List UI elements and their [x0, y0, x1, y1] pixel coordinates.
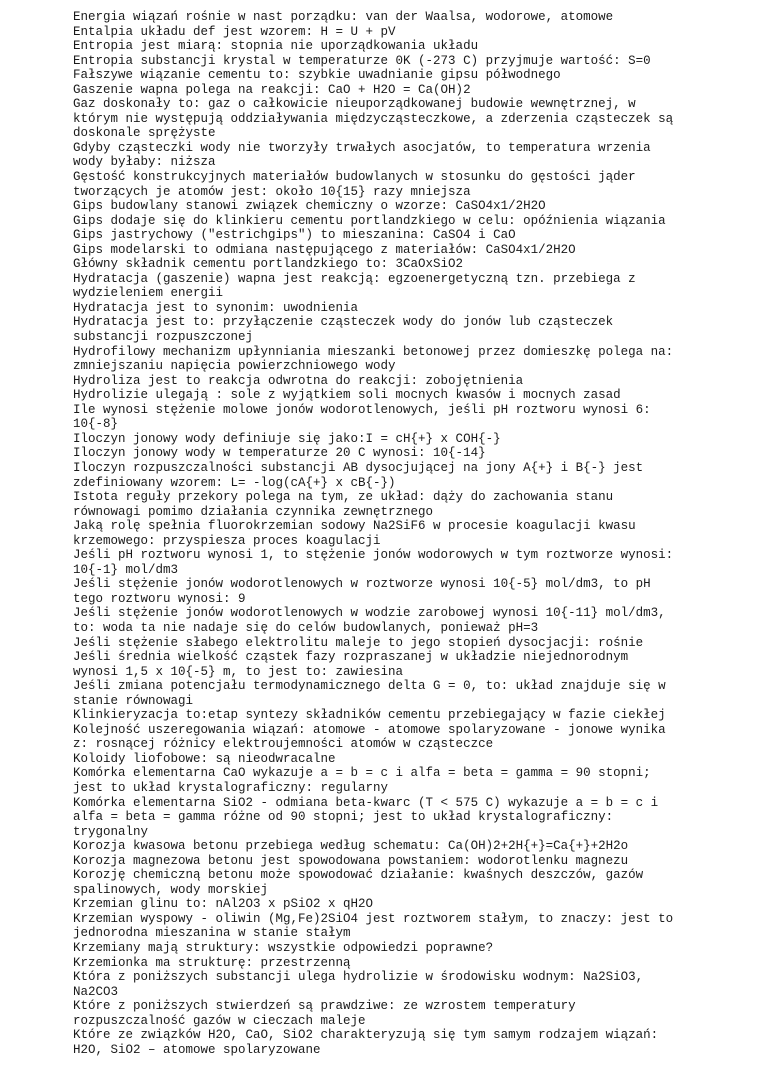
text-line: Jeśli stężenie słabego elektrolitu maleje to jego stopień dysocjacji: rośnie — [73, 635, 644, 650]
text-line: Hydratacja (gaszenie) wapna jest reakcją: egzoenergetyczną tzn. przebiega z — [73, 271, 636, 286]
text-line: trygonalny — [73, 824, 149, 839]
text-line: Krzemian wyspowy - oliwin (Mg,Fe)2SiO4 jest roztworem stałym, to znaczy: jest to — [73, 911, 674, 926]
text-line: Iloczyn jonowy wody definiuje się jako:I = cH{+} x COH{-} — [73, 431, 501, 446]
text-line: Komórka elementarna CaO wykazuje a = b = c i alfa = beta = gamma = 90 stopni; — [73, 766, 651, 781]
text-line: Gips jastrychowy ("estrichgips") to mieszanina: CaSO4 i CaO — [73, 228, 516, 243]
text-line: Jeśli stężenie jonów wodorotlenowych w roztworze wynosi 10{-5} mol/dm3, to pH — [73, 577, 651, 592]
text-line: Jeśli średnia wielkość cząstek fazy rozpraszanej w układzie niejednorodnym — [73, 650, 629, 665]
text-line: Entalpia układu def jest wzorem: H = U + pV — [73, 24, 396, 39]
text-line: Jeśli pH roztworu wynosi 1, to stężenie jonów wodorowych w tym roztworze wynosi: — [73, 548, 674, 563]
text-line: Hydrofilowy mechanizm upłynniania mieszanki betonowej przez domieszkę polega na: — [73, 344, 674, 359]
text-line: Krzemionka ma strukturę: przestrzenną — [73, 955, 351, 970]
text-line: krzemowego: przyspiesza proces koagulacji — [73, 533, 381, 548]
text-line: Komórka elementarna SiO2 - odmiana beta-kwarc (T < 575 C) wykazuje a = b = c i — [73, 795, 659, 810]
text-line: rozpuszczalność gazów w cieczach maleje — [73, 1013, 366, 1028]
text-line: spalinowych, wody morskiej — [73, 882, 269, 897]
text-line: Gęstość konstrukcyjnych materiałów budowlanych w stosunku do gęstości jąder — [73, 170, 636, 185]
text-line: równowagi pomimo działania czynnika zewnętrznego — [73, 504, 434, 519]
text-line: to: woda ta nie nadaje się do celów budowlanych, ponieważ pH=3 — [73, 620, 539, 635]
text-line: Entropia jest miarą: stopnia nie uporządkowania układu — [73, 39, 479, 54]
text-line: Iloczyn jonowy wody w temperaturze 20 C wynosi: 10{-14} — [73, 446, 486, 461]
text-line: Hydratacja jest to synonim: uwodnienia — [73, 300, 359, 315]
text-line: Entropia substancji krystal w temperaturze 0K (-273 C) przyjmuje wartość: S=0 — [73, 53, 651, 68]
text-line: Klinkieryzacja to:etap syntezy składników cementu przebiegający w fazie ciekłej — [73, 708, 666, 723]
text-line: 10{-8} — [73, 417, 119, 432]
text-line: zmniejszaniu napięcia powierzchniowego wody — [73, 359, 396, 374]
text-line: tworzących je atomów jest: około 10{15} razy mniejsza — [73, 184, 471, 199]
text-line: Korozja kwasowa betonu przebiega według schematu: Ca(OH)2+2H{+}=Ca{+}+2H2o — [73, 839, 629, 854]
text-line: Koloidy liofobowe: są nieodwracalne — [73, 751, 336, 766]
text-line: Które ze związków H2O, CaO, SiO2 charakteryzują się tym samym rodzajem wiązań: — [73, 1028, 659, 1043]
text-line: wynosi 1,5 x 10{-5} m, to jest to: zawiesina — [73, 664, 404, 679]
text-line: H2O, SiO2 – atomowe spolaryzowane — [73, 1042, 321, 1057]
text-line: Korozję chemiczną betonu może spowodować działanie: kwaśnych deszczów, gazów — [73, 868, 644, 883]
text-line: 10{-1} mol/dm3 — [73, 562, 179, 577]
text-line: alfa = beta = gamma różne od 90 stopni; jest to układ krystalograficzny: — [73, 810, 614, 825]
text-line: Energia wiązań rośnie w nast porządku: van der Waalsa, wodorowe, atomowe — [73, 10, 614, 24]
text-line: Jeśli zmiana potencjału termodynamicznego delta G = 0, to: układ znajduje się w — [73, 679, 666, 694]
text-line: Główny składnik cementu portlandzkiego to: 3CaOxSiO2 — [73, 257, 464, 272]
text-line: Krzemian glinu to: nAl2O3 x pSiO2 x qH2O — [73, 897, 374, 912]
text-line: z: rosnącej różnicy elektroujemności atomów w cząsteczce — [73, 737, 494, 752]
text-line: Gips dodaje się do klinkieru cementu portlandzkiego w celu: opóźnienia wiązania — [73, 213, 666, 228]
text-line: Krzemiany mają struktury: wszystkie odpowiedzi poprawne? — [73, 941, 494, 955]
text-line: Jaką rolę spełnia fluorokrzemian sodowy Na2SiF6 w procesie koagulacji kwasu — [73, 519, 636, 534]
text-line: jest to układ krystalograficzny: regularny — [73, 780, 389, 795]
text-line: substancji rozpuszczonej — [73, 330, 254, 345]
text-line: Kolejność uszeregowania wiązań: atomowe - atomowe spolaryzowane - jonowe wynika — [73, 722, 666, 737]
text-line: Gips budowlany stanowi związek chemiczny o wzorze: CaSO4x1/2H2O — [73, 199, 546, 214]
text-line: Na2CO3 — [73, 984, 119, 999]
text-line: Korozja magnezowa betonu jest spowodowana powstaniem: wodorotlenku magnezu — [73, 853, 629, 868]
text-line: Które z poniższych stwierdzeń są prawdziwe: ze wzrostem temperatury — [73, 999, 576, 1014]
text-line: Gdyby cząsteczki wody nie tworzyły trwałych asocjatów, to temperatura wrzenia — [73, 140, 651, 155]
text-line: wydzieleniem energii — [73, 286, 224, 301]
text-line: Hydrolizie ulegają : sole z wyjątkiem soli mocnych kwasów i mocnych zasad — [73, 388, 621, 403]
text-line: tego roztworu wynosi: 9 — [73, 591, 246, 606]
text-line: Hydroliza jest to reakcja odwrotna do reakcji: zobojętnienia — [73, 373, 524, 388]
text-line: Iloczyn rozpuszczalności substancji AB dysocjującej na jony A{+} i B{-} jest — [73, 460, 644, 475]
document-text — [73, 10, 713, 1057]
text-line: Istota reguły przekory polega na tym, ze układ: dąży do zachowania stanu — [73, 490, 614, 505]
text-line: Gaz doskonały to: gaz o całkowicie nieuporządkowanej budowie wewnętrznej, w — [73, 97, 636, 112]
text-line: zdefiniowany wzorem: L= -log(cA{+} x cB{-}) — [73, 475, 396, 490]
text-line: doskonale sprężyste — [73, 126, 216, 141]
text-line: Ile wynosi stężenie molowe jonów wodorotlenowych, jeśli pH roztworu wynosi 6: — [73, 402, 651, 417]
text-line: jednorodna mieszanina w stanie stałym — [73, 926, 351, 941]
text-line: Która z poniższych substancji ulega hydrolizie w środowisku wodnym: Na2SiO3, — [73, 970, 644, 985]
text-line: wody byłaby: niższa — [73, 155, 216, 170]
text-line: którym nie występują oddziaływania międzycząsteczkowe, a zderzenia cząsteczek są — [73, 111, 674, 126]
text-line: Jeśli stężenie jonów wodorotlenowych w wodzie zarobowej wynosi 10{-11} mol/dm3, — [73, 606, 666, 621]
text-line: stanie równowagi — [73, 693, 194, 708]
text-line: Fałszywe wiązanie cementu to: szybkie uwadnianie gipsu półwodnego — [73, 68, 561, 83]
text-line: Hydratacja jest to: przyłączenie cząsteczek wody do jonów lub cząsteczek — [73, 315, 614, 330]
text-line: Gips modelarski to odmiana następującego z materiałów: CaSO4x1/2H2O — [73, 242, 576, 257]
text-line: Gaszenie wapna polega na reakcji: CaO + H2O = Ca(OH)2 — [73, 82, 471, 97]
